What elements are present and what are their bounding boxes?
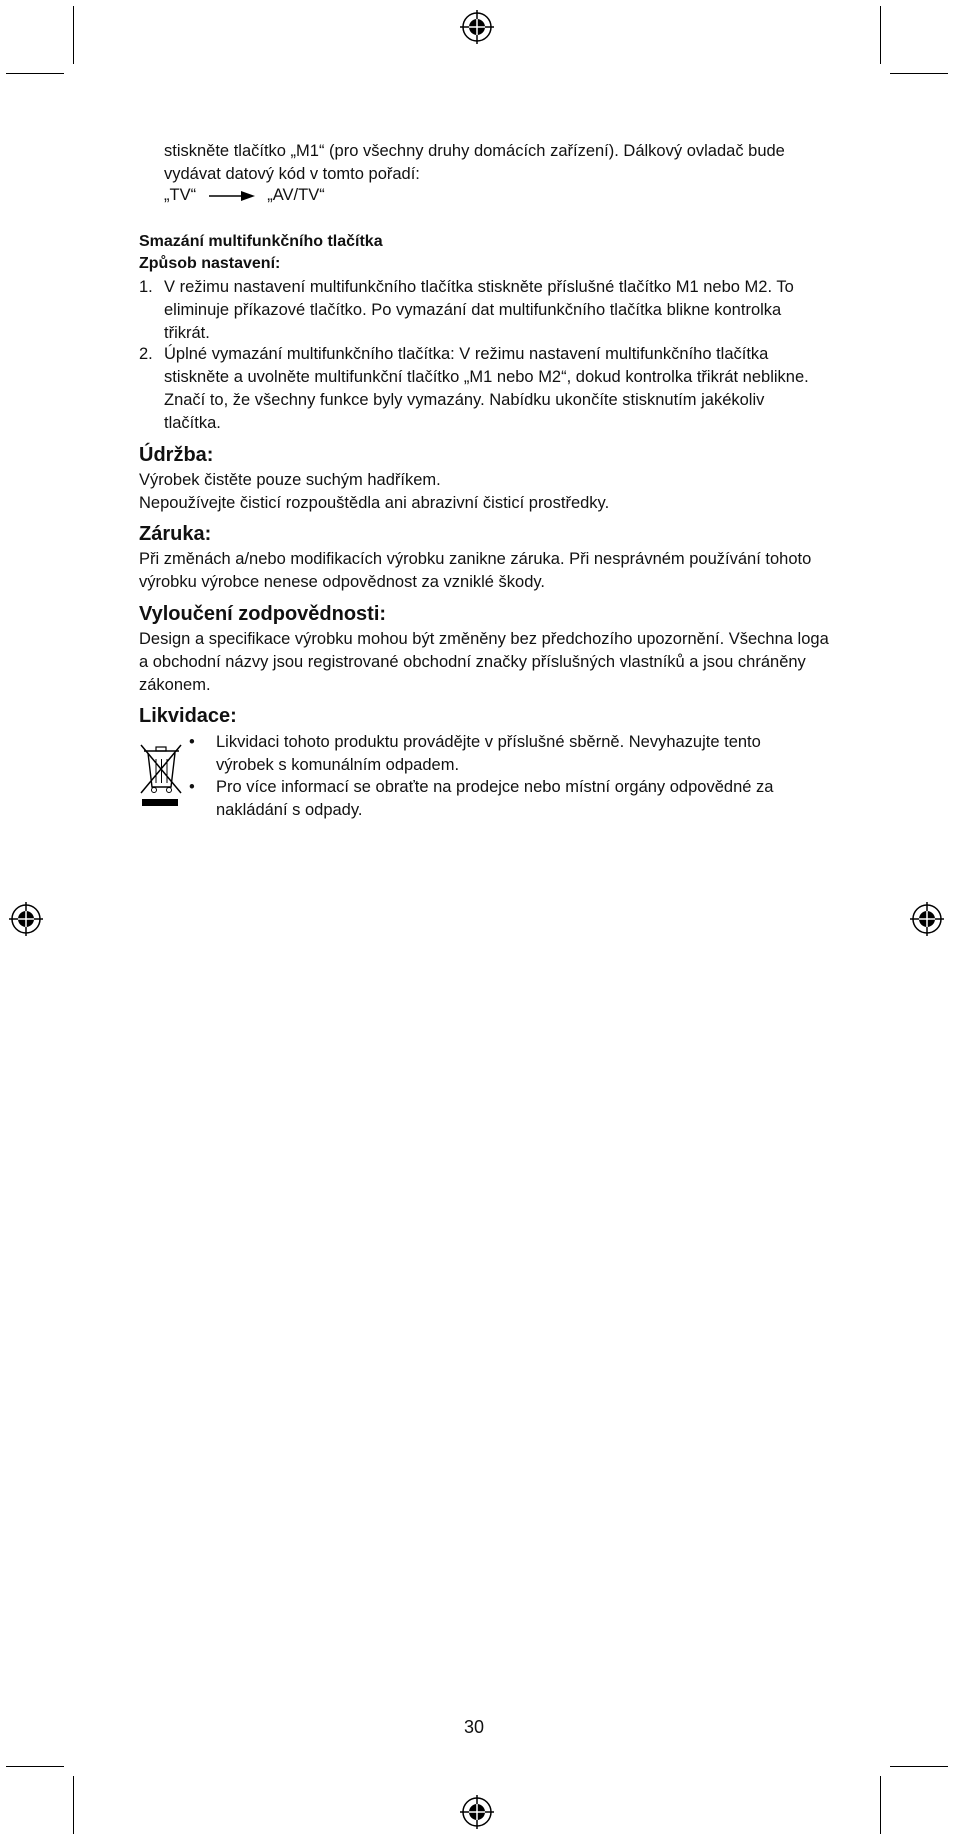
crop-mark — [73, 6, 74, 64]
registration-mark-icon — [460, 10, 494, 44]
bullet-icon: • — [189, 778, 195, 796]
code-sequence — [164, 184, 464, 207]
disclaimer-text: Design a specifikace výrobku mohou být změněny bez předchozího upozornění. Všechna loga a obchodní názvy jsou registrované obchodní značky příslušných vlastníků a jsou chráněny zákonem. — [139, 630, 829, 694]
sequence-from: „TV“ — [164, 186, 197, 204]
section-title-disclaimer: Vyloučení zodpovědnosti: — [139, 603, 387, 625]
registration-mark-icon — [460, 1795, 494, 1829]
list-item-text: V režimu nastavení multifunkčního tlačítka stiskněte příslušné tlačítko M1 nebo M2. To eliminuje příkazové tlačítko. Po vymazání dat multifunkčního tlačítka blikne kontrolka třikrát. — [164, 278, 794, 342]
list-item-text: Pro více informací se obraťte na prodejce nebo místní orgány odpovědné za nakládání s odpady. — [216, 778, 774, 819]
arrow-right-icon — [209, 190, 255, 202]
list-item-text: Úplné vymazání multifunkčního tlačítka: V režimu nastavení multifunkčního tlačítka stiskněte a uvolněte multifunkční tlačítko „M1 nebo M2“, dokud kontrolka třikrát neblikne. Značí to, že všechny funkce byly vymazány. Nabídku ukončíte stisknutím jakékoliv tlačítka. — [164, 345, 809, 432]
section-title-maintenance: Údržba: — [139, 444, 214, 466]
list-item — [189, 731, 809, 777]
section-title-disposal: Likvidace: — [139, 705, 237, 727]
warranty-text: Při změnách a/nebo modifikacích výrobku zanikne záruka. Při nesprávném používání tohoto výrobku výrobce nenese odpovědnost za vzniklé škody. — [139, 550, 812, 591]
crop-mark — [880, 1776, 881, 1834]
sequence-to: „AV/TV“ — [267, 186, 325, 204]
intro-paragraph: stiskněte tlačítko „M1“ (pro všechny druhy domácích zařízení). Dálkový ovladač bude vydávat datový kód v tomto pořadí: — [164, 142, 785, 183]
section-subtitle-method: Způsob nastavení: — [139, 255, 281, 272]
maintenance-line-2: Nepoužívejte čisticí rozpouštědla ani abrazivní čisticí prostředky. — [139, 494, 610, 512]
crop-mark — [73, 1776, 74, 1834]
list-item-text: Likvidaci tohoto produktu provádějte v příslušné sběrně. Nevyhazujte tento výrobek s komunálním odpadem. — [216, 733, 761, 774]
crop-mark — [6, 1766, 64, 1767]
crop-mark — [890, 73, 948, 74]
list-item — [139, 343, 839, 435]
bullet-icon: • — [189, 733, 195, 751]
weee-crossed-bin-icon — [139, 743, 183, 807]
crop-mark — [6, 73, 64, 74]
registration-mark-icon — [910, 902, 944, 936]
list-item — [189, 776, 809, 822]
page-number: 30 — [464, 1717, 485, 1737]
registration-mark-icon — [9, 902, 43, 936]
crop-mark — [880, 6, 881, 64]
list-item — [139, 276, 839, 346]
list-item-number: 1. — [139, 278, 153, 296]
maintenance-line-1: Výrobek čistěte pouze suchým hadříkem. — [139, 471, 441, 489]
crop-mark — [890, 1766, 948, 1767]
list-item-number: 2. — [139, 345, 153, 363]
section-title-delete: Smazání multifunkčního tlačítka — [139, 233, 383, 250]
section-title-warranty: Záruka: — [139, 523, 212, 545]
